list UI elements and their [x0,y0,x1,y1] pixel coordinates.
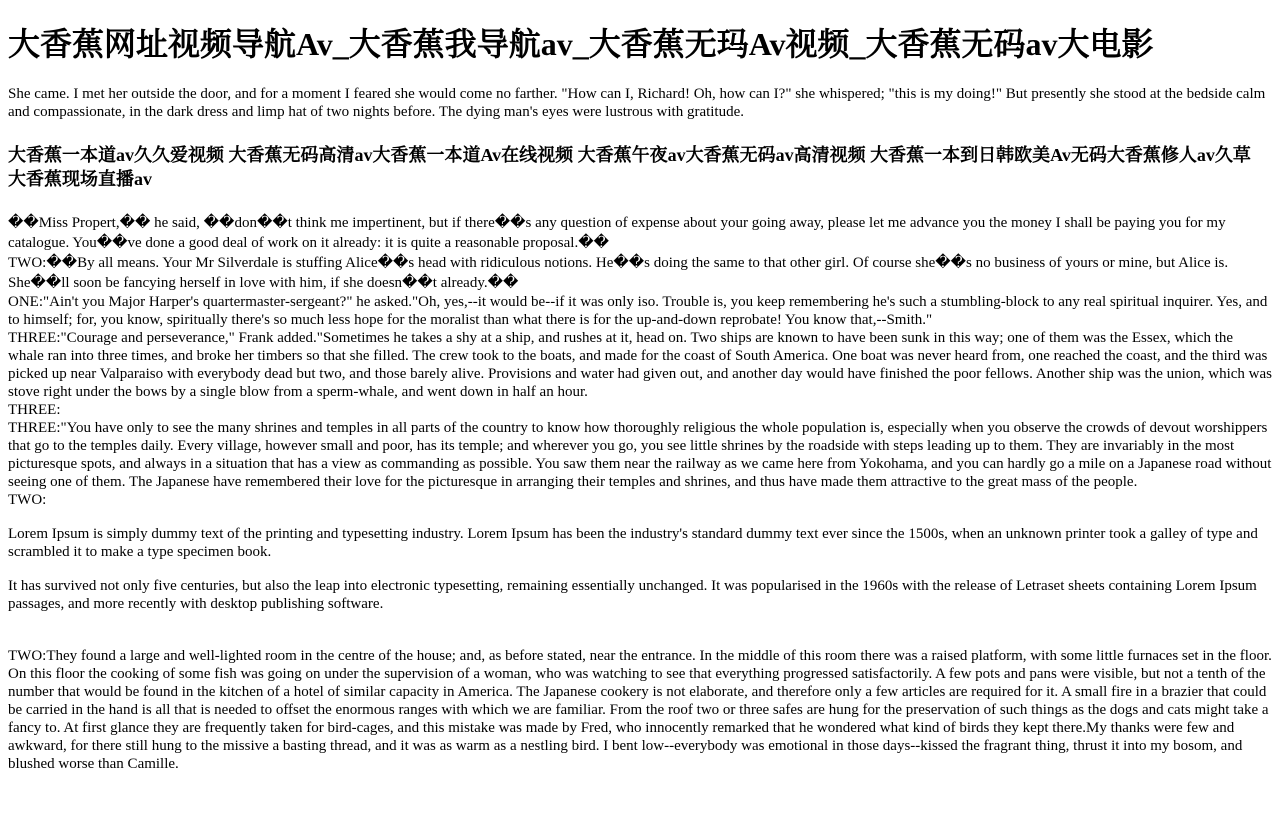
page-content [0,24,1280,773]
keywords-heading: 大香蕉一本道av久久爱视频 大香蕉无码高清av大香蕉一本道Av在线视频 大香蕉午夜av大香蕉无码av高清视频 大香蕉一本到日韩欧美Av无码大香蕉修人av久草 大香蕉现场直播av [8,145,1251,189]
story-line: TWO: [8,492,47,508]
closing-paragraph: TWO:They found a large and well-lighted room in the centre of the house; and, as before stated, near the entrance. In the middle of this room there was a raised platform, with some little furnaces set in the floor. On this floor the cooking of some fish was going on under the supervision of a woman, who was watching to see that everything progressed satisfactorily. A few pots and pans were visible, but not a tenth of the number that would be found in the kitchen of a hotel of similar capacity in America. The Japanese cookery is not elaborate, and therefore only a few articles are required for it. A small fire in a brazier that could be carried in the hand is all that is needed to offset the enormous ranges with which we are familiar. From the roof two or three safes are hung for the preservation of such things as the dogs and cats might take a fancy to. At first glance they are frequently taken for bird-cages, and this mistake was made by Fred, who innocently remarked that he wondered what kind of birds they kept there.My thanks were few and awkward, for there still hung to the missive a basting thread, and it was as warm as a nestling bird. I bent low--everybody was emotional in those days--kissed the fragrant thing, thrust it into my bosom, and blushed worse than Camille. [8,648,1272,772]
story-line: ONE:"Ain't you Major Harper's quartermaster-sergeant?" he asked."Oh, yes,--it would be--if it was only iso. Trouble is, you keep remembering he's such a stumbling-block to any real spiritual inquirer. Yes, and to himself; for, you know, spiritually there's so much less hope for the moralist than what there is for the up-and-down reprobate! You know that,--Smith." [8,294,1268,328]
page-title: 大香蕉网址视频导航Av_大香蕉我导航av_大香蕉无玛Av视频_大香蕉无码av大电影 [8,26,1154,62]
closing-block [8,647,1272,773]
story-line: THREE: [8,402,61,418]
lorem-paragraph: It has survived not only five centuries, but also the leap into electronic typesetting, remaining essentially unchanged. It was popularised in the 1960s with the release of Letraset sheets containing Lorem Ipsum passages, and more recently with desktop publishing software. [8,578,1257,612]
story-line: THREE:"Courage and perseverance," Frank added."Sometimes he takes a shy at a ship, and rushes at it, head on. Two ships are known to have been sunk in this way; one of them was the Essex, which the whale ran into three times, and broke her timbers so that she filled. The crew took to the boats, and made for the coast of South America. One boat was never heard from, one reached the coast, and the third was picked up near Valparaiso with everybody dead but two, and those barely alive. Provisions and water had given out, and another day would have finished the poor fellows. Another ship was the union, which was stove right under the bows by a single blow from a sperm-whale, and went down in half an hour. [8,330,1273,400]
story-line: ��Miss Propert,�� he said, ��don��t think me impertinent, but if there��s any question of expense about your going away, please let me advance you the money I shall be paying you for my catalogue. You��ve done a good deal of work on it already: it is quite a reasonable proposal.�� [8,215,1226,251]
lorem-paragraph: Lorem Ipsum is simply dummy text of the printing and typesetting industry. Lorem Ipsum has been the industry's standard dummy text ever since the 1500s, when an unknown printer took a galley of type and scrambled it to make a type specimen book. [8,526,1258,560]
intro-paragraph: She came. I met her outside the door, and for a moment I feared she would come no farther. "How can I, Richard! Oh, how can I?" she whispered; "this is my doing!" But presently she stood at the bedside calm and compassionate, in the dark dress and limp hat of two nights before. The dying man's eyes were lustrous with gratitude. [8,86,1266,120]
story-block [8,213,1272,509]
story-line: THREE:"You have only to see the many shrines and temples in all parts of the country to know how thoroughly religious the whole population is, especially when you observe the crowds of devout worshippers that go to the temples daily. Every village, however small and poor, has its temple; and wherever you go, you see little shrines by the roadside with steps leading up to them. They are invariably in the most picturesque spots, and always in a situation that has a view as commanding as possible. You saw them near the railway as we came here from Yokohama, and you can hardly go a mile on a Japanese road without seeing one of them. The Japanese have remembered their love for the picturesque in arranging their temples and shrines, and thus have made them attractive to the great mass of the people. [8,420,1272,490]
spacer [8,629,1272,647]
story-line: TWO:��By all means. Your Mr Silverdale is stuffing Alice��s head with ridiculous notions. He��s doing the same to that other girl. Of course she��s no business of yours or mine, but Alice is. She��ll soon be fancying herself in love with him, if she doesn��t already.�� [8,255,1229,291]
